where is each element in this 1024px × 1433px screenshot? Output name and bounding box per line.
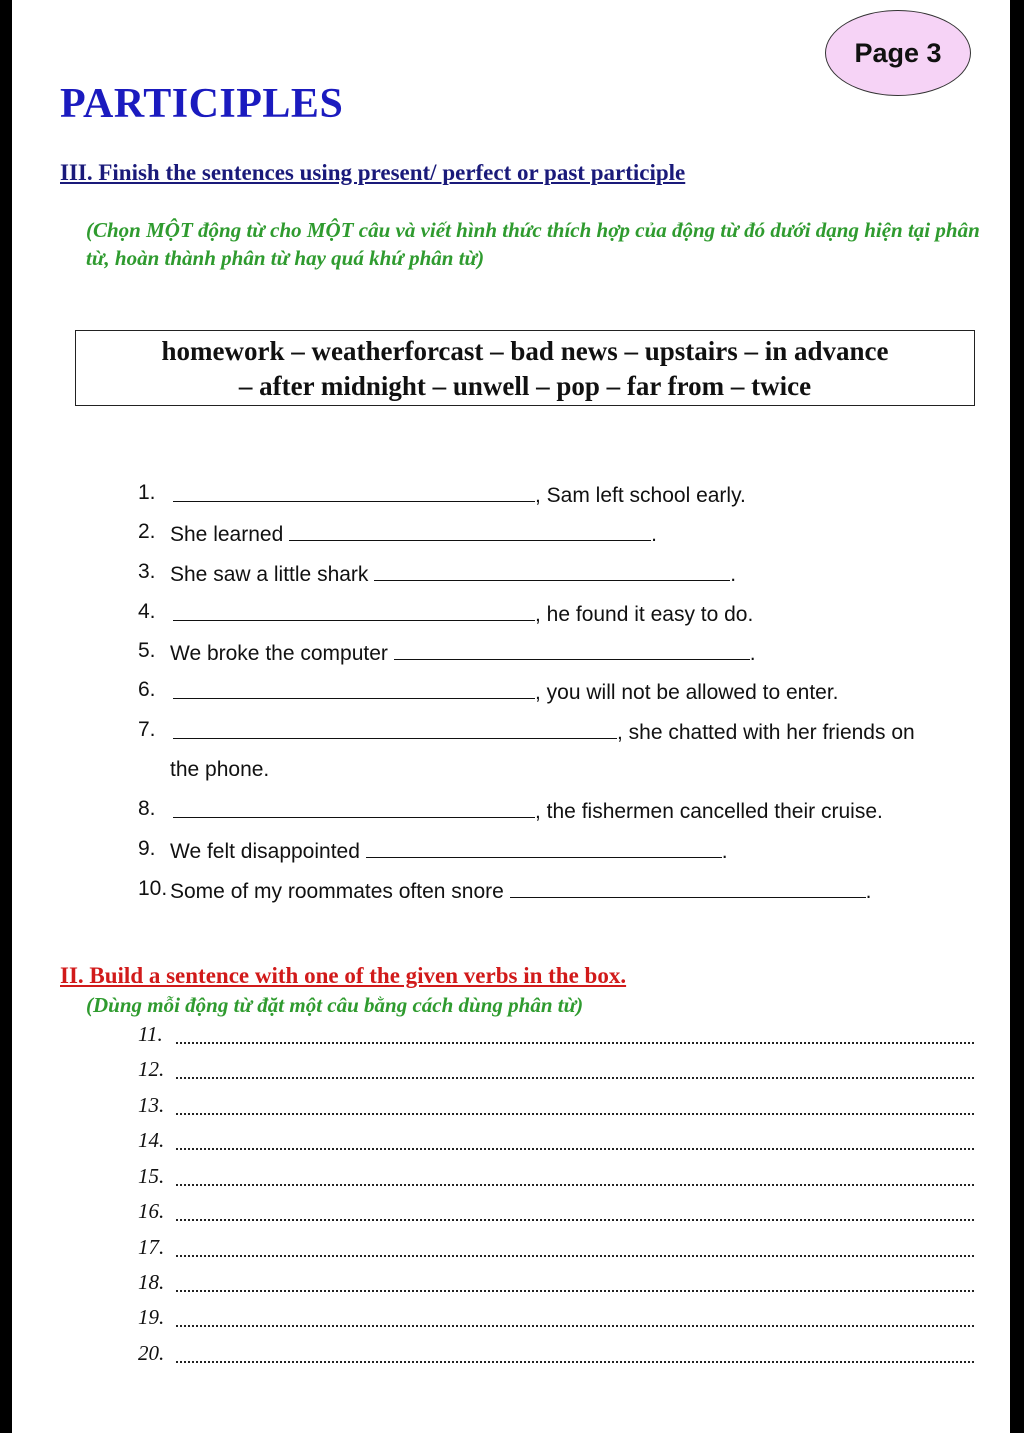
item-text-after: . [865, 880, 872, 903]
answer-blank[interactable] [510, 877, 866, 898]
item-number: 7. [138, 718, 156, 741]
item-text-after: . [730, 563, 737, 586]
dotted-rule [176, 1148, 974, 1150]
writing-line[interactable] [138, 1022, 974, 1048]
exercise-item-10 [138, 877, 872, 903]
line-number: 16. [138, 1199, 165, 1223]
item-text-after: . [651, 523, 657, 546]
answer-blank[interactable] [289, 520, 651, 541]
writing-line[interactable] [138, 1270, 974, 1296]
line-number: 15. [138, 1164, 165, 1188]
answer-blank[interactable] [173, 797, 535, 818]
writing-line[interactable] [138, 1057, 974, 1083]
item-number: 2. [138, 520, 156, 543]
item-text-after: , she chatted with her friends on [617, 721, 915, 744]
section-3-heading: III. Finish the sentences using present/ perfect or past participle [60, 160, 686, 185]
answer-blank[interactable] [173, 678, 535, 699]
word-bank-box [75, 330, 975, 406]
line-number: 13. [138, 1093, 165, 1117]
dotted-rule [176, 1255, 974, 1257]
item-text-after: , you will not be allowed to enter. [535, 681, 839, 704]
exercise-item-8 [138, 797, 883, 823]
item-text-after: , Sam left school early. [535, 484, 746, 507]
item-number: 8. [138, 797, 156, 820]
page-number-label: Page 3 [854, 37, 942, 68]
exercise-item-5 [138, 639, 756, 665]
item-text-before: She saw a little shark [170, 563, 375, 586]
page-number-badge [825, 10, 971, 96]
item-number: 10. [138, 877, 168, 900]
exercise-item-3 [138, 560, 737, 586]
line-number: 11. [138, 1022, 163, 1046]
dotted-rule [176, 1219, 974, 1221]
section-3-instruction: (Chọn MỘT động từ cho MỘT câu và viết hình thức thích hợp của động từ đó dưới dạng hiện tại phân từ, hoàn thành phân từ hay quá khứ phân từ) [86, 218, 980, 270]
dotted-rule [176, 1042, 974, 1044]
line-number: 17. [138, 1235, 165, 1259]
item-text-before: We felt disappointed [170, 840, 366, 863]
dotted-rule [176, 1184, 974, 1186]
dotted-rule [176, 1361, 974, 1363]
exercise-item-9 [138, 837, 728, 863]
writing-line[interactable] [138, 1093, 974, 1119]
item-number: 4. [138, 600, 156, 623]
item-text-after: . [721, 840, 728, 863]
item-number: 9. [138, 837, 156, 860]
item-text-before: She learned [170, 523, 290, 546]
exercise-item-2 [138, 520, 657, 546]
item-number: 1. [138, 481, 156, 504]
dotted-rule [176, 1113, 974, 1115]
worksheet-page [12, 0, 1010, 1433]
item-text-before: Some of my roommates often snore [170, 880, 510, 903]
writing-line[interactable] [138, 1341, 974, 1367]
line-number: 12. [138, 1057, 165, 1081]
item-text-after: , the fishermen cancelled their cruise. [535, 800, 883, 823]
page-title: PARTICIPLES [60, 81, 344, 127]
line-number: 18. [138, 1270, 165, 1294]
exercise-item-7 [138, 718, 915, 744]
item-number: 6. [138, 678, 156, 701]
writing-line[interactable] [138, 1128, 974, 1154]
writing-line[interactable] [138, 1305, 974, 1331]
exercise-item-7-continued: the phone. [170, 758, 270, 781]
answer-blank[interactable] [173, 600, 535, 621]
writing-line[interactable] [138, 1235, 974, 1261]
item-number: 5. [138, 639, 156, 662]
answer-blank[interactable] [394, 639, 750, 660]
exercise-item-1 [138, 481, 746, 507]
section-2-heading: II. Build a sentence with one of the given verbs in the box. [60, 963, 627, 988]
exercise-item-4 [138, 600, 754, 626]
answer-blank[interactable] [374, 560, 730, 581]
answer-blank[interactable] [366, 837, 722, 858]
writing-line[interactable] [138, 1199, 974, 1225]
answer-blank[interactable] [173, 718, 617, 739]
writing-line[interactable] [138, 1164, 974, 1190]
word-bank-line-1: homework – weatherforcast – bad news – upstairs – in advance [161, 336, 889, 366]
item-text-before: We broke the computer [170, 642, 394, 665]
line-number: 19. [138, 1305, 165, 1329]
section-2-instruction: (Dùng mỗi động từ đặt một câu bằng cách dùng phân từ) [86, 993, 584, 1017]
line-number: 14. [138, 1128, 165, 1152]
item-text-after: . [749, 642, 756, 665]
item-number: 3. [138, 560, 156, 583]
word-bank-line-2: – after midnight – unwell – pop – far from – twice [238, 371, 812, 401]
dotted-rule [176, 1325, 974, 1327]
exercise-item-6 [138, 678, 839, 704]
line-number: 20. [138, 1341, 165, 1365]
dotted-rule [176, 1077, 974, 1079]
dotted-rule [176, 1290, 974, 1292]
answer-blank[interactable] [173, 481, 535, 502]
item-text-after: , he found it easy to do. [535, 603, 754, 626]
